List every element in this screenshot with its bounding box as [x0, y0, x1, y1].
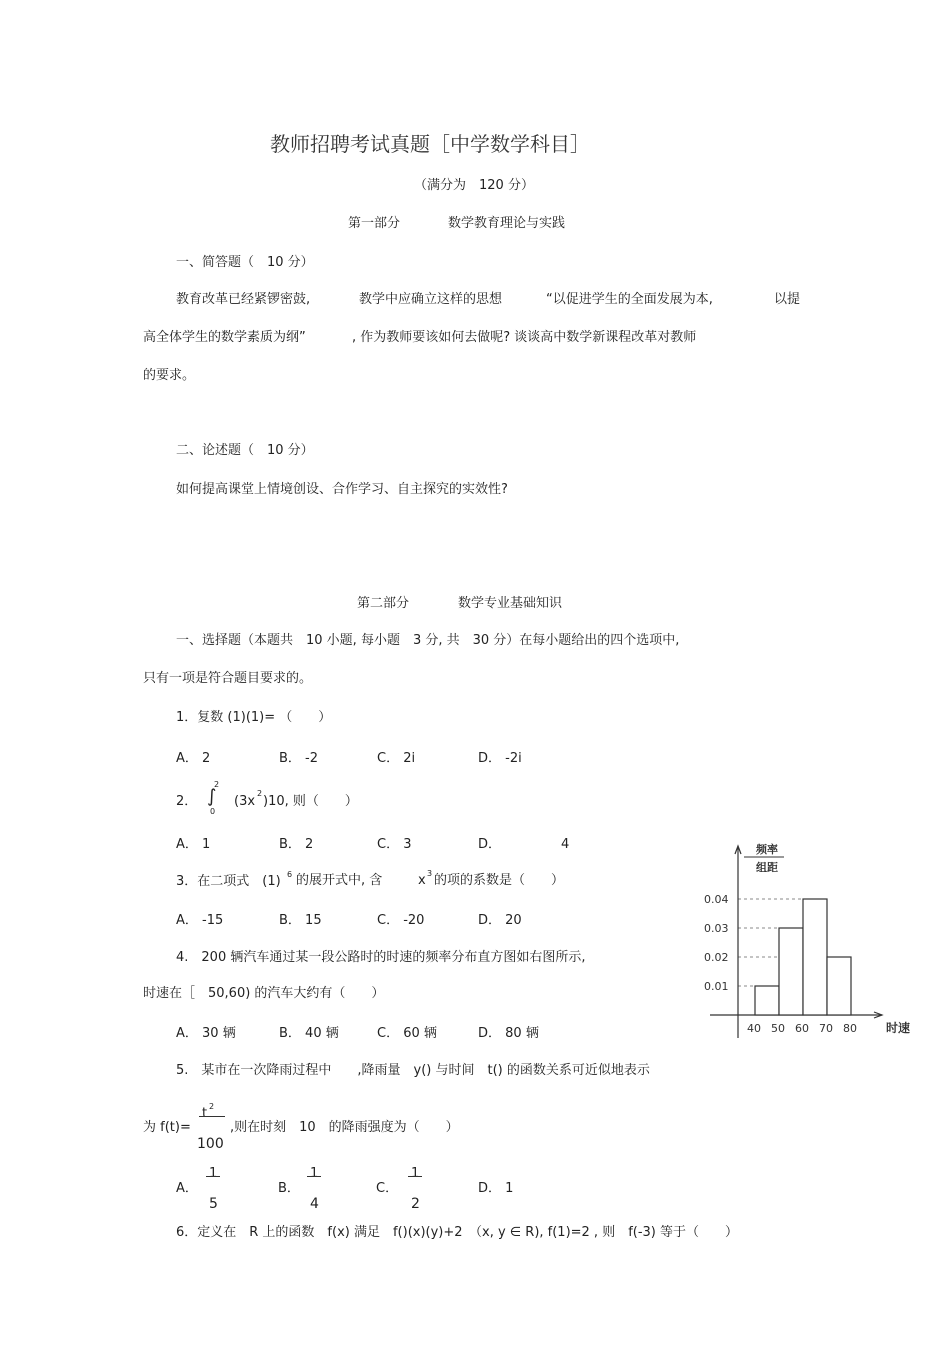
mc-heading: 一、选择题（本题共 10 小题, 每小题 3 分, 共 30 分）在每小题给出的四个选项中, [176, 633, 680, 648]
q5-option-a-bar [206, 1176, 220, 1177]
q3-exponent-6: 6 [287, 870, 293, 879]
question-3-b: 的展开式中, 含 [296, 873, 383, 888]
q1-heading: 一、简答题（ 10 分） [176, 255, 314, 270]
y-tick-label: 0.03 [704, 922, 729, 935]
q5-pre: 为 f(t)= [143, 1120, 191, 1135]
question-5-line1: 5. 某市在一次降雨过程中 ,降雨量 y() 与时间 t() 的函数关系可近似地表示 [176, 1063, 650, 1078]
q1-option-c: C． 2i [377, 751, 416, 766]
mc-heading-2: 只有一项是符合题目要求的。 [143, 671, 313, 686]
q4-option-c: C． 60 辆 [377, 1026, 437, 1041]
question-3-c: x [418, 873, 426, 888]
histogram-bar [803, 899, 827, 1015]
part1-label: 第一部分 [348, 216, 401, 231]
q5-option-d: D． 1 [478, 1181, 514, 1196]
q2-option-d-value: 4 [561, 837, 570, 852]
q5-option-c-bar [408, 1176, 422, 1177]
integral-upper-limit: 2 [214, 780, 220, 789]
q5-frac-num-exp: 2 [209, 1102, 215, 1111]
q5-option-a: A． [176, 1181, 198, 1196]
q1-option-a: A． 2 [176, 751, 211, 766]
y-tick-label: 0.04 [704, 893, 729, 906]
q3-exponent-3: 3 [427, 869, 433, 878]
question-3-d: 的项的系数是（ ） [434, 873, 565, 888]
question-3-a: 3．在二项式 (1) [176, 874, 281, 889]
part1-name: 数学教育理论与实践 [448, 216, 566, 231]
q5-post: ,则在时刻 10 的降雨强度为（ ） [230, 1120, 459, 1135]
q3-option-d: D． 20 [478, 913, 522, 928]
q1-text-d: 以提 [774, 292, 801, 307]
part2-name: 数学专业基础知识 [458, 596, 563, 611]
q1-line2-a: 高全体学生的数学素质为纲” [143, 330, 306, 345]
q5-option-a-den: 5 [209, 1196, 218, 1212]
q1-option-b: B． -2 [279, 751, 319, 766]
q5-option-b-num: 1 [310, 1166, 319, 1181]
question-2-num: 2． [176, 794, 198, 809]
x-tick-label: 70 [819, 1022, 833, 1035]
integral-sign-icon: ∫ [207, 786, 217, 807]
q3-option-c: C． -20 [377, 913, 425, 928]
question-1-stem: 1．复数 (1)(1)= （ ） [176, 710, 332, 725]
ylabel-top: 频率 [756, 843, 778, 856]
q4-option-a: A． 30 辆 [176, 1026, 236, 1041]
x-tick-label: 60 [795, 1022, 809, 1035]
q1-line2-b: , 作为教师要该如何去做呢? 谈谈高中数学新课程改革对教师 [352, 330, 697, 345]
q5-option-b-bar [307, 1176, 321, 1177]
q2-option-c: C． 3 [377, 837, 412, 852]
q5-option-b-den: 4 [310, 1196, 319, 1212]
y-tick-label: 0.01 [704, 980, 729, 993]
q2-text: 如何提高课堂上情境创设、合作学习、自主探究的实效性? [176, 482, 508, 497]
ylabel-bottom: 组距 [756, 861, 778, 874]
q2-option-a: A． 1 [176, 837, 211, 852]
histogram-bar [827, 957, 851, 1015]
q2-option-d: D． [478, 837, 502, 852]
q1-text-c: “以促进学生的全面发展为本, [546, 292, 713, 307]
question-6-line1: 6．定义在 R 上的函数 f(x) 满足 f()(x)(y)+2 （x, y ∈ R), f(1)=2 , 则 f(-3) 等于（ ） [176, 1225, 739, 1240]
histogram-bar [755, 986, 779, 1015]
q3-option-b: B． 15 [279, 913, 322, 928]
q1-text-a: 教育改革已经紧锣密鼓, [176, 292, 311, 307]
y-tick-label: 0.02 [704, 951, 729, 964]
question-4-line1: 4. 200 辆汽车通过某一段公路时的时速的频率分布直方图如右图所示, [176, 950, 586, 965]
q5-option-a-num: 1 [209, 1166, 218, 1181]
q2-heading: 二、论述题（ 10 分） [176, 443, 314, 458]
q5-frac-num: t [202, 1106, 208, 1121]
x-tick-label: 50 [771, 1022, 785, 1035]
q5-option-c-den: 2 [411, 1196, 420, 1212]
q5-option-b: B． [278, 1181, 300, 1196]
score-total: （满分为 120 分） [414, 178, 534, 193]
histogram-chart [700, 838, 920, 1043]
q5-frac-den: 100 [197, 1136, 224, 1152]
xlabel: 时速 [886, 1021, 911, 1035]
q1-line3: 的要求。 [143, 368, 196, 383]
q4-option-d: D． 80 辆 [478, 1026, 539, 1041]
q1-option-d: D． -2i [478, 751, 522, 766]
q5-fraction-bar [199, 1116, 225, 1117]
q4-option-b: B． 40 辆 [279, 1026, 339, 1041]
q3-option-a: A． -15 [176, 913, 224, 928]
histogram-bar [779, 928, 803, 1015]
q1-text-b: 教学中应确立这样的思想 [359, 292, 503, 307]
part2-label: 第二部分 [357, 596, 410, 611]
page-title: 教师招聘考试真题［中学数学科目］ [270, 132, 590, 156]
q2-rest: )10, 则（ ） [263, 794, 358, 809]
x-tick-label: 40 [747, 1022, 761, 1035]
question-4-line2: 时速在［ 50,60) 的汽车大约有（ ） [143, 986, 385, 1001]
q5-option-c: C． [376, 1181, 399, 1196]
q2-exponent: 2 [257, 789, 263, 798]
x-tick-label: 80 [843, 1022, 857, 1035]
q5-option-c-num: 1 [411, 1166, 420, 1181]
q2-body: (3x [234, 794, 256, 809]
integral-lower-limit: 0 [210, 807, 216, 816]
q2-option-b: B． 2 [279, 837, 314, 852]
